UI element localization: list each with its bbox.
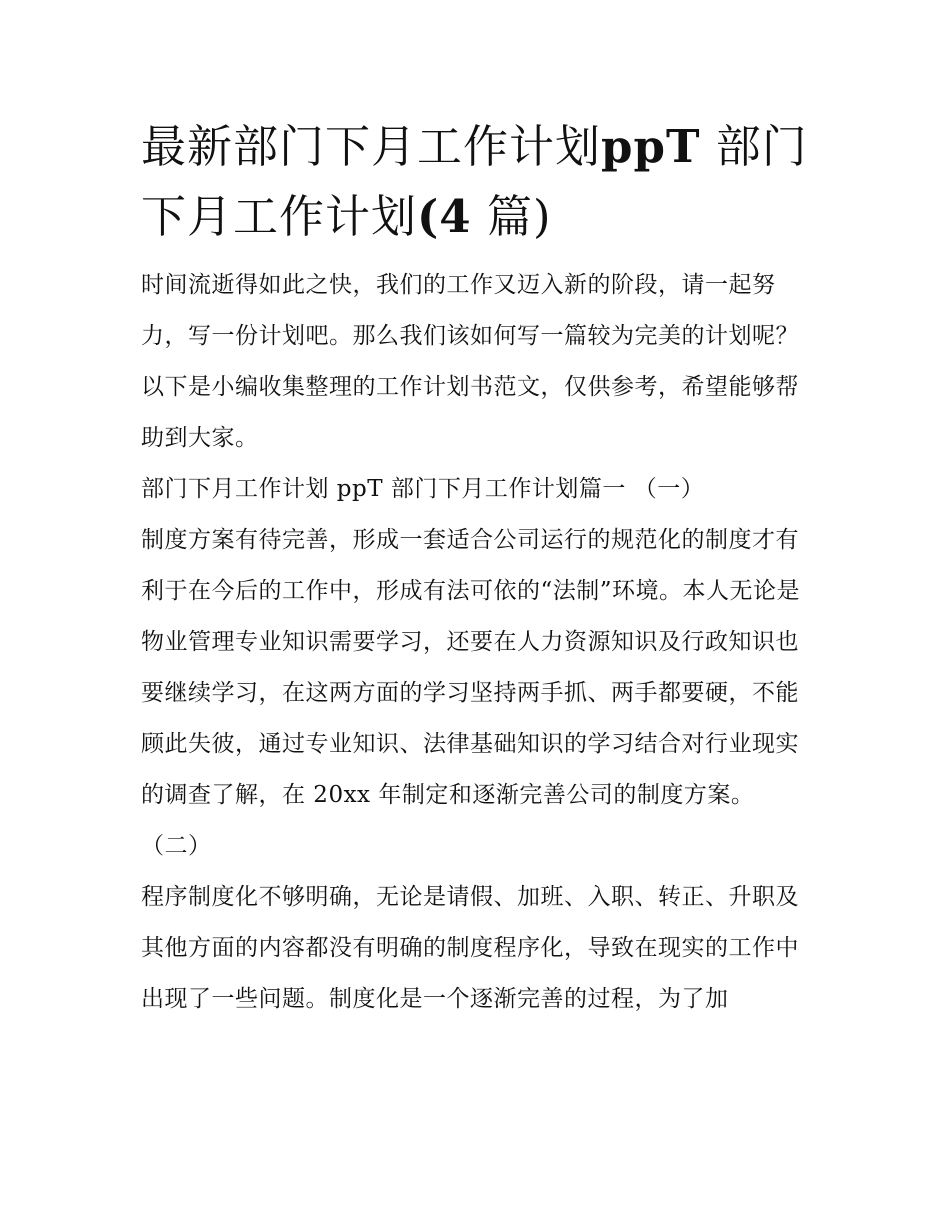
title-text-2: ppT [601,120,701,173]
title-text-3: 部门下月工作计划 [141,120,808,243]
intro-paragraph: 时间流逝得如此之快，我们的工作又迈入新的阶段，请一起努力，写一份计划吧。那么我们该如何写一篇较为完美的计划呢？以下是小编收集整理的工作计划书范文，仅供参考，希望能够帮助到大家。 [141,272,799,451]
document-page [141,112,813,1025]
title-text-5: 篇) [486,190,552,243]
section2-body: 程序制度化不够明确，无论是请假、加班、入职、转正、升职及其他方面的内容都没有明确的制度程序化，导致在现实的工作中出现了一些问题。制度化是一个逐渐完善的过程，为了加 [141,884,799,1012]
section2-heading: （二） [141,833,212,859]
section1-heading: 部门下月工作计划 ppT 部门下月工作计划篇一 （一） [141,476,705,502]
title-text-4: (4 [417,190,472,243]
section1-body: 制度方案有待完善，形成一套适合公司运行的规范化的制度才有利于在今后的工作中，形成有法可依的“法制”环境。本人无论是物业管理专业知识需要学习，还要在人力资源知识及行政知识也要继续学习，在这两方面的学习坚持两手抓、两手都要硬，不能顾此失彼，通过专业知识、法律基础知识的学习结合对行业现实的调查了解，在 20xx 年制定和逐渐完善公司的制度方案。 [141,527,801,808]
document-title [141,112,813,252]
title-text-1: 最新部门下月工作计划 [141,120,602,173]
